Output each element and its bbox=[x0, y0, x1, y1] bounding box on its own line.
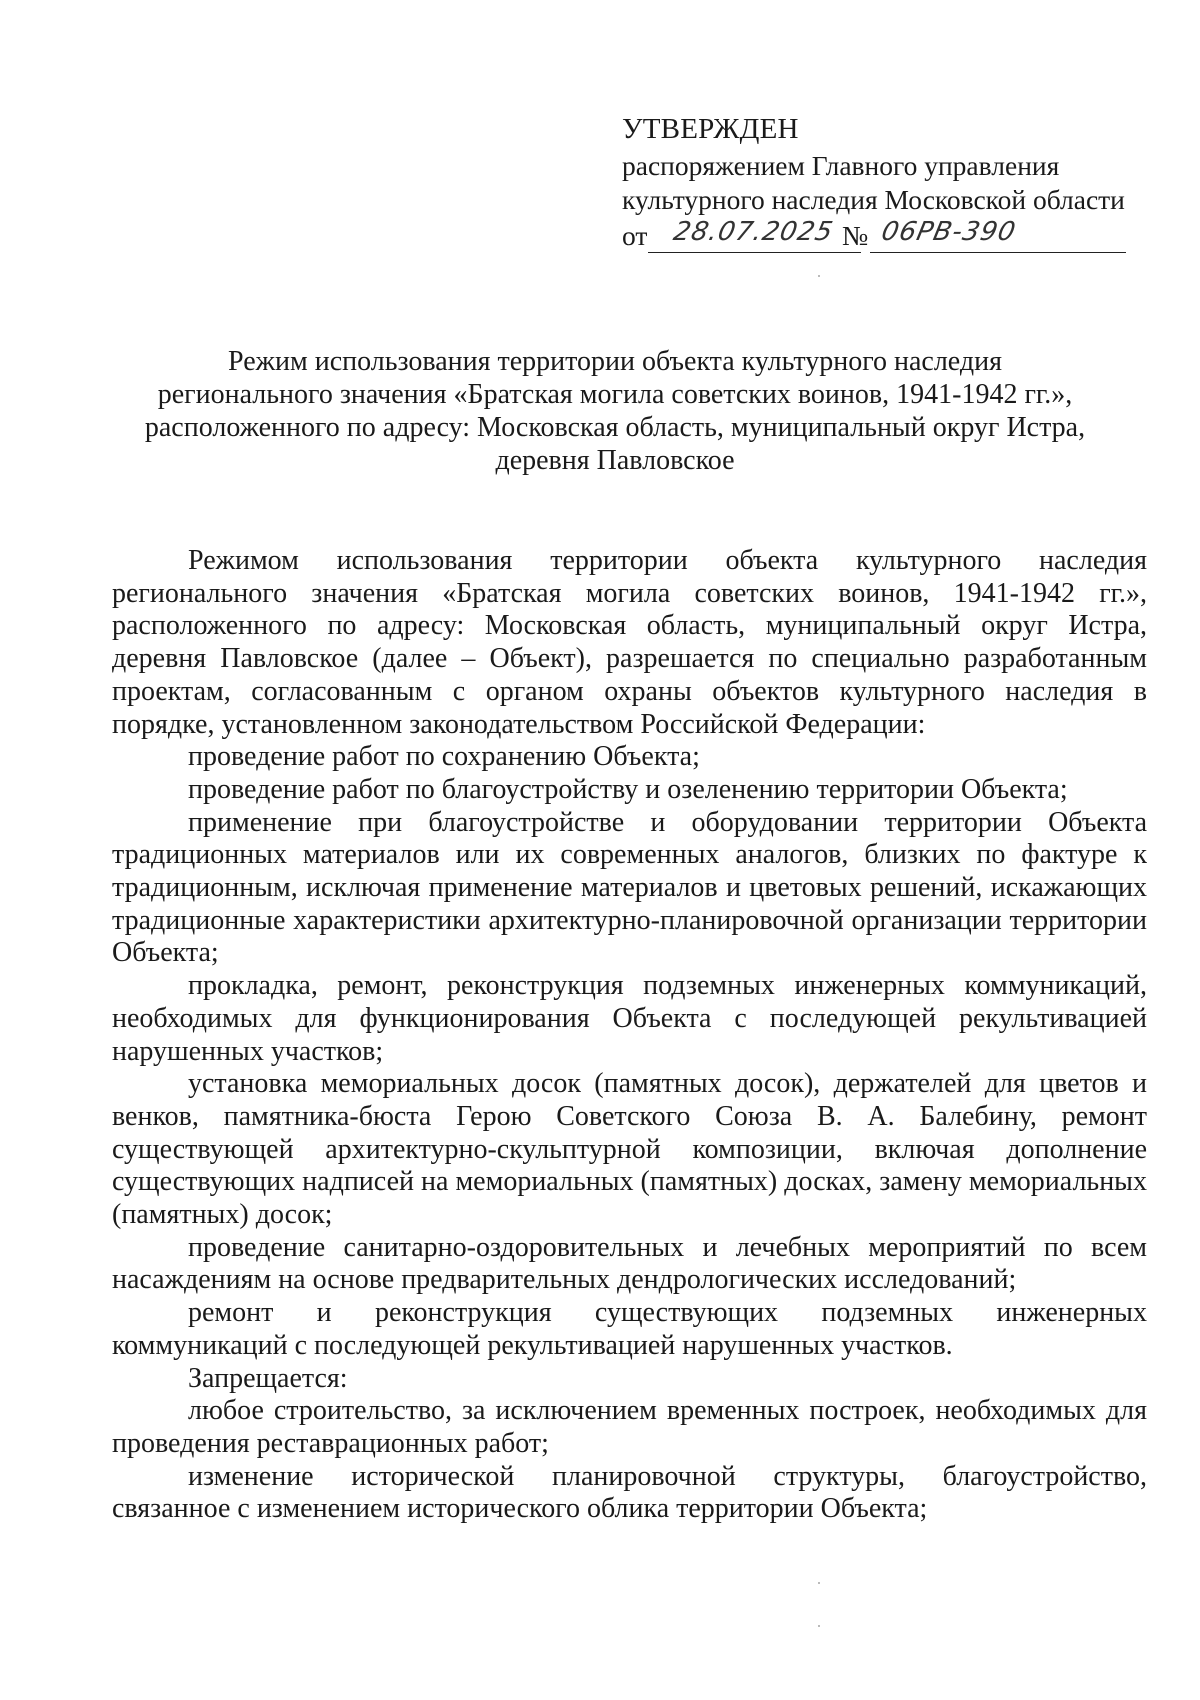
approval-line-1: распоряжением Главного управления bbox=[622, 150, 1060, 181]
title-line-3: расположенного по адресу: Московская область, муниципальный округ Истра, bbox=[144, 412, 1086, 443]
paragraph-item: применение при благоустройстве и оборудовании территории Объекта традиционных материалов или их современных аналогов, близких по фактуре к традиционным, исключая применение материалов и цветовых решений, искажающих традиционные характеристики архитектурно-планировочной организации территории Объекта; bbox=[112, 806, 1147, 969]
paragraph-item: ремонт и реконструкция существующих подземных инженерных коммуникаций с последующей рекультивацией нарушенных участков. bbox=[112, 1297, 1147, 1361]
paragraph-item: проведение санитарно-оздоровительных и лечебных мероприятий по всем насаждениям на основе предварительных дендрологических исследований; bbox=[112, 1231, 1147, 1296]
date-underline bbox=[648, 252, 861, 253]
paragraph-item: любое строительство, за исключением временных построек, необходимых для проведения реставрационных работ; bbox=[112, 1395, 1147, 1459]
paragraph-item: установка мемориальных досок (памятных досок), держателей для цветов и венков, памятника-бюста Герою Советского Союза В. А. Балебину, ремонт существующей архитектурно-скульптурной композиции, включая дополнение существующих надписей на мемориальных (памятных) досках, замену мемориальных (памятных) досок; bbox=[112, 1068, 1147, 1231]
paragraph-item: проведение работ по благоустройству и озеленению территории Объекта; bbox=[188, 773, 1068, 805]
approval-block bbox=[622, 112, 1142, 259]
number-sign: № bbox=[842, 220, 869, 251]
document-title bbox=[110, 345, 1120, 477]
approval-date-line bbox=[622, 219, 1142, 259]
scan-speck bbox=[818, 1582, 820, 1584]
paragraph-item: прокладка, ремонт, реконструкция подземных инженерных коммуникаций, необходимых для функционирования Объекта с последующей рекультивацией нарушенных участков; bbox=[112, 970, 1147, 1067]
scan-speck bbox=[818, 275, 820, 277]
paragraph-item: проведение работ по сохранению Объекта; bbox=[188, 741, 700, 773]
title-line-4: деревня Павловское bbox=[495, 445, 735, 476]
document-body bbox=[112, 545, 1147, 1526]
title-line-2: регионального значения «Братская могила советских воинов, 1941-1942 гг.», bbox=[157, 379, 1073, 410]
date-prefix: от bbox=[622, 220, 648, 251]
paragraph-prohibited-heading: Запрещается: bbox=[188, 1362, 348, 1394]
approval-line-2: культурного наследия Московской области bbox=[622, 184, 1125, 215]
title-line-1: Режим использования территории объекта культурного наследия bbox=[228, 346, 1002, 377]
scan-speck bbox=[818, 1625, 820, 1627]
handwritten-date: 28.07.2025 bbox=[670, 217, 837, 247]
approval-stamp: УТВЕРЖДЕН bbox=[622, 113, 799, 145]
handwritten-number: 06РВ-390 bbox=[878, 217, 1019, 247]
number-underline bbox=[870, 252, 1126, 253]
paragraph-intro: Режимом использования территории объекта культурного наследия регионального значения «Братская могила советских воинов, 1941-1942 гг.», расположенного по адресу: Московская область, муниципальный округ Истра, деревня Павловское (далее – Объект), разрешается по специально разработанным проектам, согласованным с органом охраны объектов культурного наследия в порядке, установленном законодательством Российской Федерации: bbox=[112, 545, 1147, 740]
paragraph-item: изменение исторической планировочной структуры, благоустройство, связанное с изменением исторического облика территории Объекта; bbox=[112, 1460, 1147, 1525]
